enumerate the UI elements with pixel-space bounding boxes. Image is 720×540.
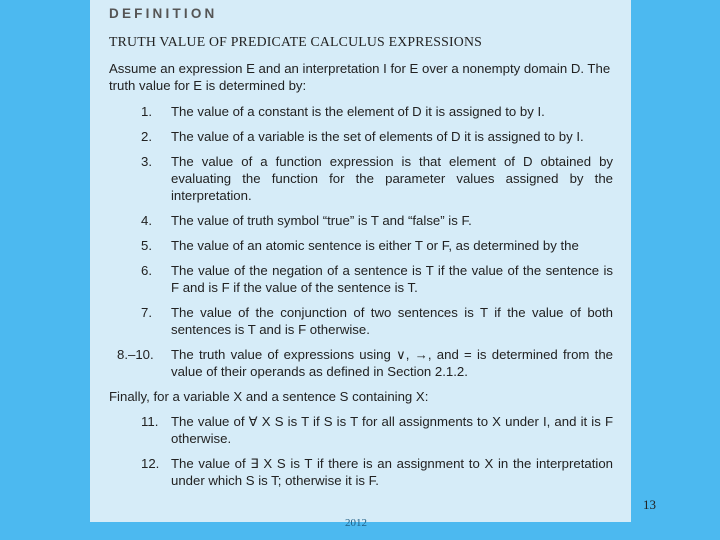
rule-12 [109, 455, 613, 489]
rule-number: 2. [141, 129, 152, 144]
rule-5 [109, 237, 613, 254]
rule-3 [109, 153, 613, 204]
definition-heading: DEFINITION [109, 6, 218, 21]
rule-number: 12. [141, 456, 160, 471]
rule-2 [109, 128, 613, 145]
rule-text: The value of ∃ X S is T if there is an assignment to X in the interpretation under which S is T; otherwise it is F. [171, 456, 613, 488]
definition-title: TRUTH VALUE OF PREDICATE CALCULUS EXPRESSIONS [109, 34, 482, 49]
quantifier-intro: Finally, for a variable X and a sentence S containing X: [109, 389, 429, 404]
rule-6 [109, 262, 613, 296]
rule-number: 8.–10. [117, 347, 154, 362]
rule-number: 11. [141, 414, 159, 429]
rule-1 [109, 103, 613, 120]
rule-number: 3. [141, 154, 152, 169]
rule-number: 6. [141, 263, 152, 278]
rule-text: The value of ∀ X S is T if S is T for all assignments to X under I, and it is F otherwise. [171, 414, 613, 446]
rule-text: The truth value of expressions using ∨, →, and = is determined from the value of their operands as defined in Section 2.1.2. [171, 347, 613, 379]
rule-8-10 [109, 346, 613, 380]
rule-text: The value of a function expression is that element of D obtained by evaluating the function for the parameter values assigned by the interpretation. [171, 154, 613, 203]
rules-list [109, 103, 613, 380]
rule-number: 5. [141, 238, 152, 253]
rule-7 [109, 304, 613, 338]
rule-text: The value of truth symbol “true” is T and “false” is F. [171, 213, 472, 228]
definition-panel [90, 0, 631, 522]
rule-number: 4. [141, 213, 152, 228]
rule-number: 7. [141, 305, 152, 320]
rule-number: 1. [141, 104, 152, 119]
panel-edge [629, 0, 631, 270]
rule-text: The value of the negation of a sentence is T if the value of the sentence is F and is F if the value of the sentence is T. [171, 263, 613, 295]
rule-11 [109, 413, 613, 447]
rule-text: The value of a variable is the set of elements of D it is assigned to by I. [171, 129, 584, 144]
footer-year: 2012 [345, 517, 367, 529]
rule-text: The value of an atomic sentence is either T or F, as determined by the [171, 238, 579, 253]
quantifier-rules-list [109, 413, 613, 489]
intro-paragraph: Assume an expression E and an interpretation I for E over a nonempty domain D. The truth value for E is determined by: [109, 61, 611, 93]
slide-number: 13 [643, 497, 656, 512]
rule-4 [109, 212, 613, 229]
rule-text: The value of the conjunction of two sentences is T if the value of both sentences is T and is F otherwise. [171, 305, 613, 337]
rule-text: The value of a constant is the element of D it is assigned to by I. [171, 104, 545, 119]
